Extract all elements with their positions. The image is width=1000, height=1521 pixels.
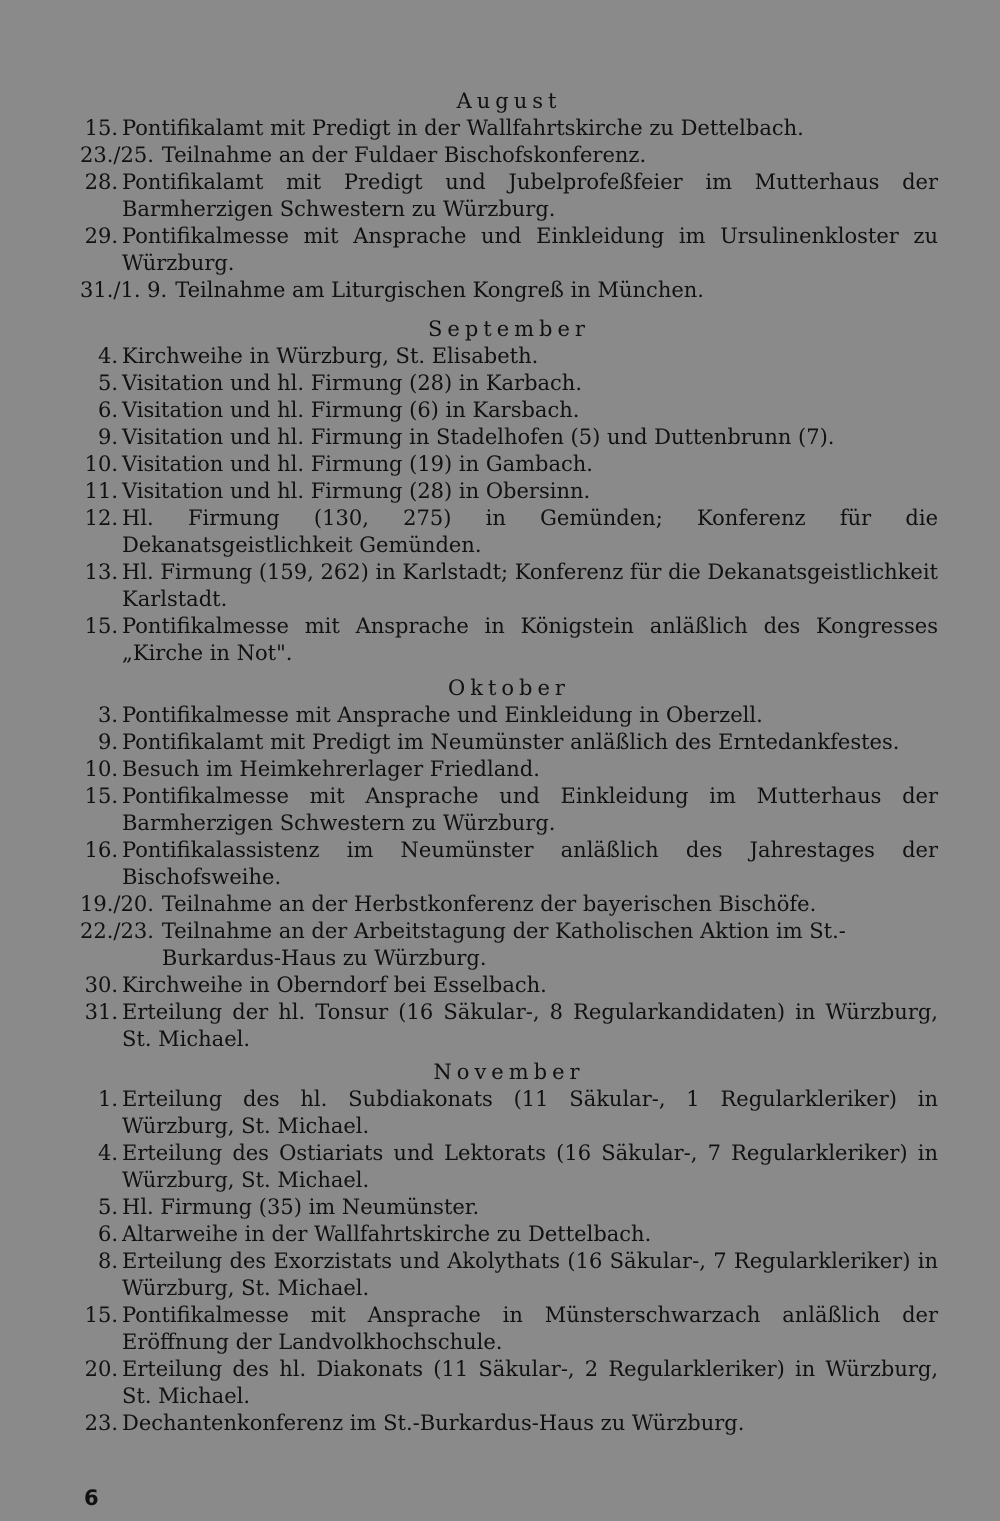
entry-date: 5. xyxy=(97,1195,118,1219)
entry-text: Pontifikalmesse mit Ansprache und Einkleidung im Mutterhaus der Barmherzigen Schwestern zu Würzburg. xyxy=(122,784,938,835)
entry-text: Visitation und hl. Firmung (28) in Karbach. xyxy=(122,371,583,395)
list-item xyxy=(80,559,938,613)
entry-date: 30. xyxy=(84,973,118,997)
entry-text: Teilnahme am Liturgischen Kongreß in München. xyxy=(175,278,704,302)
entry-date: 31. xyxy=(84,1000,118,1024)
entry-date: 16. xyxy=(84,838,118,862)
entry-text: Erteilung des Exorzistats und Akolythats (16 Säkular-, 7 Regularkleriker) in Würzburg, St. Michael. xyxy=(122,1249,938,1300)
month-heading: Oktober xyxy=(448,676,570,700)
entry-text: Erteilung des Ostiariats und Lektorats (16 Säkular-, 7 Regularkleriker) in Würzburg, St. Michael. xyxy=(122,1141,938,1192)
list-item xyxy=(80,891,938,918)
entry-date: 20. xyxy=(84,1357,118,1381)
month-section xyxy=(80,1059,938,1437)
entry-text: Kirchweihe in Oberndorf bei Esselbach. xyxy=(122,973,547,997)
entry-text: Erteilung der hl. Tonsur (16 Säkular-, 8 Regularkandidaten) in Würzburg, St. Michael. xyxy=(122,1000,938,1051)
list-item xyxy=(80,1194,938,1221)
month-section xyxy=(80,88,938,304)
chronicle-page xyxy=(80,88,938,1437)
list-item xyxy=(80,343,938,370)
month-heading: September xyxy=(428,317,590,341)
entry-text: Pontifikalassistenz im Neumünster anläßlich des Jahrestages der Bischofsweihe. xyxy=(122,838,938,889)
entry-date: 12. xyxy=(84,506,118,530)
entry-date: 10. xyxy=(84,452,118,476)
entry-date: 9. xyxy=(97,730,118,754)
entry-text: Visitation und hl. Firmung (6) in Karsbach. xyxy=(122,398,580,422)
list-item xyxy=(80,999,938,1053)
entry-date: 4. xyxy=(97,1141,118,1165)
entry-text: Altarweihe in der Wallfahrtskirche zu Dettelbach. xyxy=(122,1222,652,1246)
entry-text: Visitation und hl. Firmung in Stadelhofen (5) und Duttenbrunn (7). xyxy=(122,425,835,449)
list-item xyxy=(80,169,938,223)
list-item xyxy=(80,1086,938,1140)
entry-date: 11. xyxy=(84,479,118,503)
list-item xyxy=(80,918,938,972)
entry-date: 19./20. xyxy=(80,892,154,916)
month-section xyxy=(80,316,938,667)
entry-text: Hl. Firmung (130, 275) in Gemünden; Konferenz für die Dekanatsgeistlichkeit Gemünden. xyxy=(122,506,938,557)
list-item xyxy=(80,756,938,783)
entry-date: 28. xyxy=(84,170,118,194)
list-item xyxy=(80,972,938,999)
entry-text: Erteilung des hl. Diakonats (11 Säkular-, 2 Regularkleriker) in Würzburg, St. Michael. xyxy=(122,1357,938,1408)
list-item xyxy=(80,451,938,478)
entry-date: 6. xyxy=(97,398,118,422)
entry-text: Kirchweihe in Würzburg, St. Elisabeth. xyxy=(122,344,539,368)
entry-date: 3. xyxy=(97,703,118,727)
entry-date: 6. xyxy=(97,1222,118,1246)
list-item xyxy=(80,1302,938,1356)
list-item xyxy=(80,1248,938,1302)
list-item xyxy=(80,115,938,142)
list-item xyxy=(80,837,938,891)
month-section xyxy=(80,675,938,1053)
month-heading: August xyxy=(456,89,562,113)
list-item xyxy=(80,478,938,505)
entry-text: Visitation und hl. Firmung (19) in Gambach. xyxy=(122,452,593,476)
list-item xyxy=(80,702,938,729)
list-item xyxy=(80,505,938,559)
entry-date: 15. xyxy=(84,614,118,638)
entry-date: 23./25. xyxy=(80,143,154,167)
entry-text: Besuch im Heimkehrerlager Friedland. xyxy=(122,757,540,781)
entry-date: 23. xyxy=(84,1411,118,1435)
entry-text: Pontifikalmesse mit Ansprache und Einkleidung im Ursulinenkloster zu Würzburg. xyxy=(122,224,938,275)
list-item xyxy=(80,783,938,837)
list-item xyxy=(80,223,938,277)
list-item xyxy=(80,142,938,169)
entry-date: 8. xyxy=(97,1249,118,1273)
entry-text: Pontifikalmesse mit Ansprache in Münsterschwarzach anläßlich der Eröffnung der Landvolkhochschule. xyxy=(122,1303,938,1354)
entry-date: 22./23. xyxy=(80,919,154,943)
entry-text: Teilnahme an der Herbstkonferenz der bayerischen Bischöfe. xyxy=(161,892,817,916)
list-item xyxy=(80,397,938,424)
list-item xyxy=(80,1356,938,1410)
month-heading: November xyxy=(433,1060,585,1084)
entry-date: 29. xyxy=(84,224,118,248)
entry-text: Hl. Firmung (159, 262) in Karlstadt; Konferenz für die Dekanatsgeistlichkeit Karlstadt. xyxy=(122,560,938,611)
entry-date: 5. xyxy=(97,371,118,395)
list-item xyxy=(80,1410,938,1437)
entry-text: Pontifikalmesse mit Ansprache und Einkleidung in Oberzell. xyxy=(122,703,763,727)
entry-date: 13. xyxy=(84,560,118,584)
list-item xyxy=(80,729,938,756)
entry-date: 15. xyxy=(84,1303,118,1327)
entry-date: 1. xyxy=(97,1087,118,1111)
list-item xyxy=(80,370,938,397)
entry-text: Erteilung des hl. Subdiakonats (11 Säkular-, 1 Regularkleriker) in Würzburg, St. Michael. xyxy=(122,1087,938,1138)
entry-text: Pontifikalamt mit Predigt im Neumünster anläßlich des Erntedankfestes. xyxy=(122,730,900,754)
list-item xyxy=(80,1221,938,1248)
list-item xyxy=(80,613,938,667)
entry-date: 31./1. 9. xyxy=(80,278,168,302)
entry-date: 15. xyxy=(84,784,118,808)
entry-text: Visitation und hl. Firmung (28) in Obersinn. xyxy=(122,479,591,503)
page-number: 6 xyxy=(84,1486,99,1510)
entry-text: Pontifikalamt mit Predigt und Jubelprofeßfeier im Mutterhaus der Barmherzigen Schwestern zu Würzburg. xyxy=(122,170,938,221)
entry-date: 9. xyxy=(97,425,118,449)
entry-text: Teilnahme an der Arbeitstagung der Katholischen Aktion im St.-Burkardus-Haus zu Würzburg. xyxy=(161,919,846,970)
entry-date: 4. xyxy=(97,344,118,368)
entry-text: Teilnahme an der Fuldaer Bischofskonferenz. xyxy=(161,143,647,167)
entry-text: Dechantenkonferenz im St.-Burkardus-Haus zu Würzburg. xyxy=(122,1411,745,1435)
entry-date: 15. xyxy=(84,116,118,140)
list-item xyxy=(80,1140,938,1194)
entry-text: Hl. Firmung (35) im Neumünster. xyxy=(122,1195,480,1219)
entry-text: Pontifikalamt mit Predigt in der Wallfahrtskirche zu Dettelbach. xyxy=(122,116,804,140)
entry-date: 10. xyxy=(84,757,118,781)
list-item xyxy=(80,424,938,451)
entry-text: Pontifikalmesse mit Ansprache in Königstein anläßlich des Kongresses „Kirche in Not". xyxy=(122,614,938,665)
list-item xyxy=(80,277,938,304)
